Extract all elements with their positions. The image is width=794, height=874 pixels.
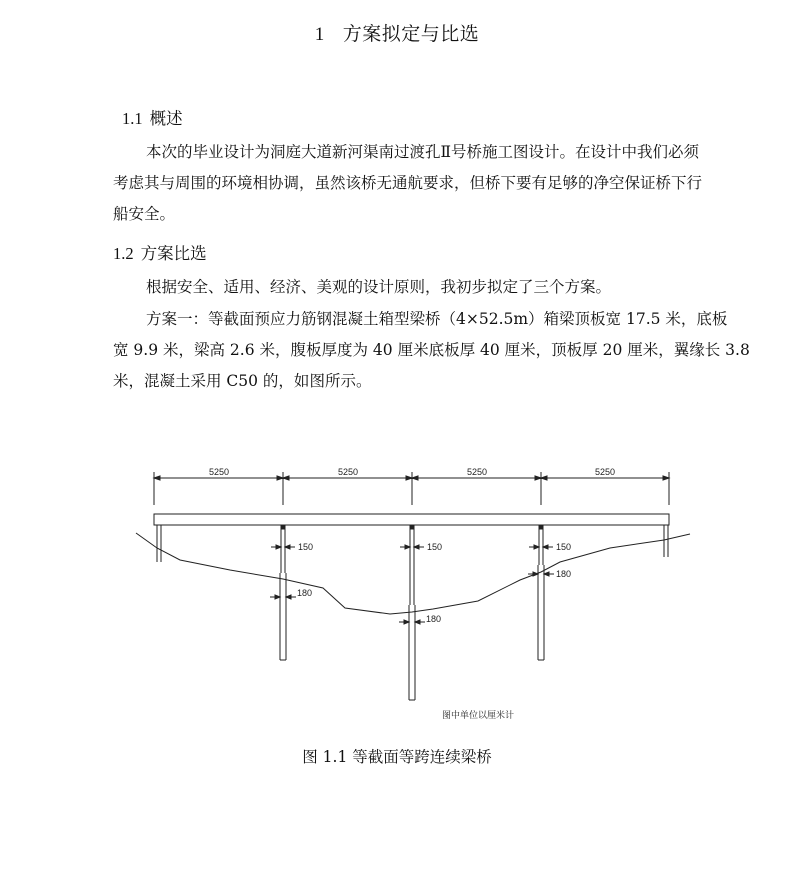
section-heading-1-1 (122, 105, 183, 129)
section-title: 概述 (149, 109, 183, 128)
section-title: 方案比选 (140, 244, 207, 263)
paragraph-line: 米，混凝土采用 C50 的，如图所示。 (113, 372, 372, 390)
paragraph-line: 考虑其与周围的环境相协调，虽然该桥无通航要求，但桥下要有足够的净空保证桥下行 (113, 174, 703, 192)
pile-width-label: 180 (556, 569, 572, 579)
girder-deck (154, 514, 669, 525)
pier-width-label: 150 (427, 542, 443, 552)
unit-note: 图中单位以厘米计 (441, 711, 515, 721)
pier-width-label: 150 (298, 542, 314, 552)
ground-profile (136, 533, 690, 614)
pile-width-label: 180 (426, 614, 442, 624)
section-number: 1.1 (122, 109, 143, 128)
span-label: 5250 (208, 467, 230, 477)
pier-3 (528, 525, 554, 660)
paragraph-line: 本次的毕业设计为洞庭大道新河渠南过渡孔Ⅱ号桥施工图设计。在设计中我们必须 (146, 143, 700, 161)
span-label: 5250 (594, 467, 616, 477)
pile-width-label: 180 (297, 588, 313, 598)
span-dimension-line (154, 472, 669, 505)
span-label: 5250 (466, 467, 488, 477)
paragraph-line: 方案一：等截面预应力筋钢混凝土箱型梁桥（4×52.5m）箱梁顶板宽 17.5 米，底板 (146, 310, 728, 328)
paragraph-line: 船安全。 (113, 205, 176, 223)
chapter-heading (0, 19, 794, 46)
bridge-elevation-drawing (0, 455, 794, 730)
pier-1 (270, 525, 296, 660)
section-number: 1.2 (113, 244, 134, 263)
paragraph-line: 根据安全、适用、经济、美观的设计原则，我初步拟定了三个方案。 (146, 278, 612, 296)
figure-caption: 图 1.1 等截面等跨连续梁桥 (302, 748, 492, 766)
pier-width-label: 150 (556, 542, 572, 552)
paragraph-line: 宽 9.9 米，梁高 2.6 米，腹板厚度为 40 厘米底板厚 40 厘米，顶板厚 20 厘米，翼缘长 3.8 (113, 341, 750, 359)
span-label: 5250 (337, 467, 359, 477)
section-heading-1-2 (113, 240, 207, 264)
chapter-number: 1 (314, 24, 325, 45)
chapter-title: 方案拟定与比选 (342, 23, 480, 45)
